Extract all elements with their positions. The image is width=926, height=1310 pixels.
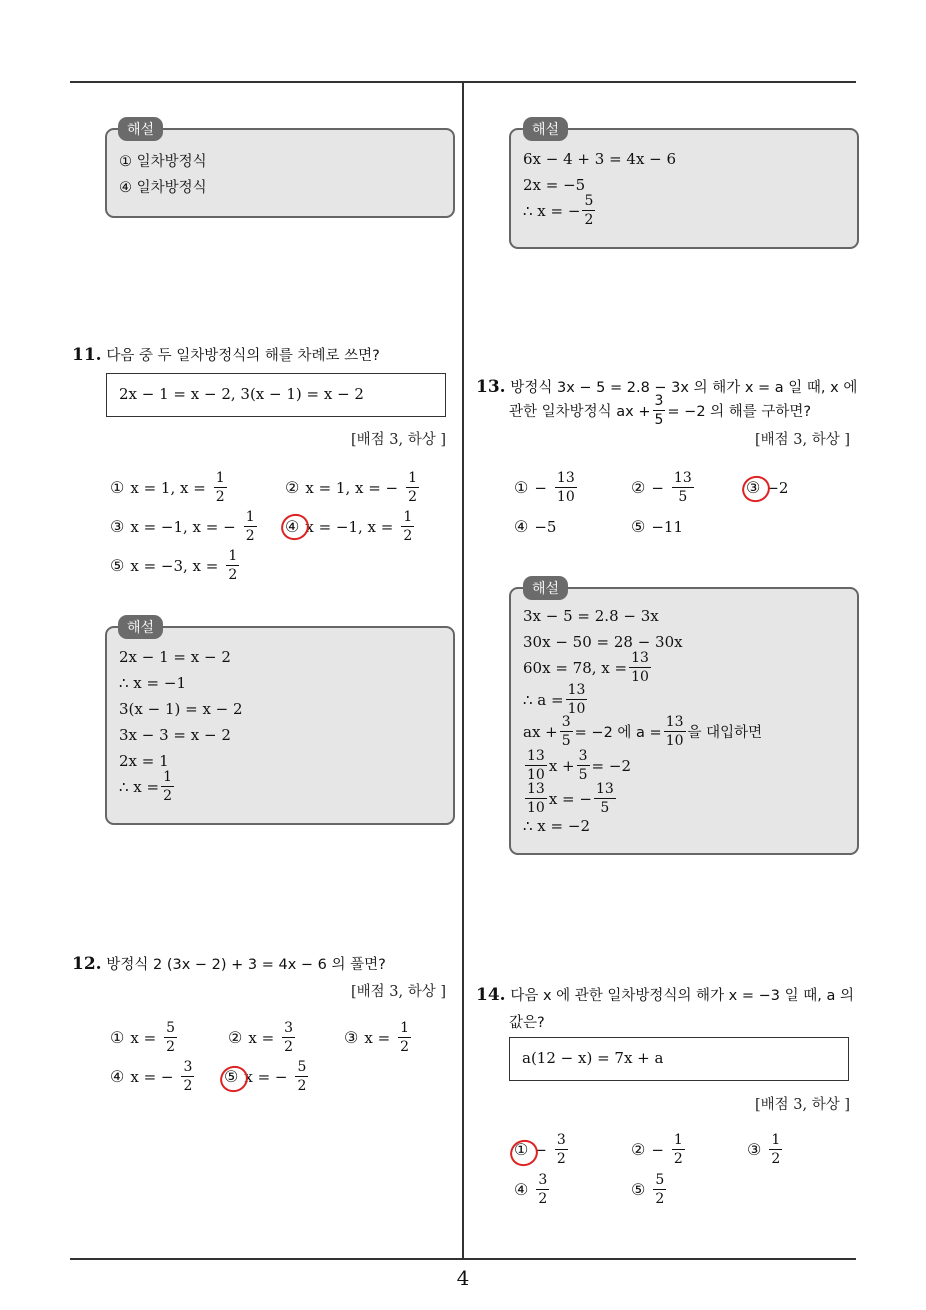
option-text: x = −3, x = (130, 556, 219, 575)
option-text: x = 1, x = (130, 478, 206, 497)
option-1[interactable] (110, 1021, 179, 1054)
question-text-line2 (509, 394, 811, 427)
solution-line: ∴ x = −1 (119, 674, 186, 692)
option-number: ② (285, 478, 300, 497)
solution-line (523, 782, 618, 815)
equation-text: 2x − 1 = x − 2, 3(x − 1) = x − 2 (119, 385, 364, 403)
solution-line: ④ 일차방정식 (119, 180, 207, 196)
question-number: 13. (476, 377, 506, 397)
option-1[interactable] (110, 471, 229, 504)
fraction: $\frac{1}{2}$ (771, 1132, 781, 1167)
fraction: $\frac{13}{5}$ (595, 781, 614, 816)
option-text: −2 (766, 478, 789, 497)
option-text: −11 (651, 517, 683, 536)
fraction: $\frac{3}{5}$ (654, 393, 664, 428)
option-number: ⑤ (631, 517, 646, 536)
fraction: $\frac{1}{2}$ (215, 470, 225, 505)
option-text: x = − (244, 1067, 288, 1086)
solution-text: x = − (548, 789, 592, 808)
fraction: $\frac{1}{2}$ (163, 769, 173, 804)
fraction: $\frac{1}{2}$ (403, 509, 413, 544)
solution-text: 을 대입하면 (687, 725, 763, 741)
option-5[interactable] (631, 517, 683, 536)
option-number: ② (631, 1140, 646, 1159)
option-2[interactable] (285, 471, 421, 504)
option-number: ⑤ (631, 1180, 646, 1199)
option-3[interactable] (110, 510, 259, 543)
question-text: 방정식 2 (3x − 2) + 3 = 4x − 6 의 풀면? (106, 957, 386, 973)
question-text: = −2 의 해를 구하면? (667, 404, 812, 420)
option-4[interactable] (514, 517, 556, 536)
solution-box-prev (509, 128, 859, 249)
solution-line (523, 715, 762, 748)
solution-text: = −2 (591, 756, 631, 775)
solution-line (523, 683, 589, 716)
option-number: ② (631, 478, 646, 497)
solution-line: 2x = 1 (119, 752, 169, 770)
solution-label: 해설 (523, 117, 568, 141)
option-5[interactable] (110, 549, 241, 582)
solution-label: 해설 (118, 615, 163, 639)
option-number: ③ (110, 517, 125, 536)
page-number: 4 (456, 1266, 470, 1290)
solution-text: = −2 에 a = (574, 725, 662, 741)
solution-box-13 (509, 587, 859, 855)
option-number: ① (514, 478, 529, 497)
fraction: $\frac{3}{2}$ (183, 1059, 193, 1094)
option-text: x = − (130, 1067, 174, 1086)
solution-line: ∴ x = −2 (523, 817, 590, 835)
option-text: − (534, 478, 547, 497)
option-number: ④ (514, 1180, 529, 1199)
solution-text: ∴ a = (523, 690, 564, 709)
solution-line: 3x − 5 = 2.8 − 3x (523, 607, 659, 625)
option-4[interactable] (110, 1060, 196, 1093)
equation-box (509, 1037, 849, 1081)
option-text: x = −1, x = − (130, 517, 236, 536)
fraction: $\frac{5}{2}$ (166, 1020, 176, 1055)
option-number: ③ (344, 1028, 359, 1047)
solution-line (119, 770, 176, 803)
option-number: ④ (110, 1067, 125, 1086)
option-text: x = −1, x = (305, 517, 394, 536)
question-number: 14. (476, 985, 506, 1005)
solution-text: 60x = 78, x = (523, 658, 628, 677)
question-text-line2: 값은? (509, 1015, 545, 1031)
solution-line: ① 일차방정식 (119, 154, 207, 170)
fraction: $\frac{13}{10}$ (527, 748, 545, 783)
option-3[interactable] (344, 1021, 413, 1054)
option-2[interactable] (228, 1021, 297, 1054)
option-text: − (534, 1140, 547, 1159)
option-1[interactable] (514, 471, 579, 504)
question-text: 다음 x 에 관한 일차방정식의 해가 x = −3 일 때, a 의 (510, 988, 854, 1004)
solution-line: 2x = −5 (523, 176, 586, 194)
option-4[interactable] (514, 1173, 551, 1206)
solution-text: ax + (523, 722, 558, 741)
option-number: ④ (514, 517, 529, 536)
solution-label: 해설 (118, 117, 163, 141)
fraction: $\frac{1}{2}$ (408, 470, 418, 505)
option-2[interactable] (631, 1133, 687, 1166)
option-number: ⑤ (110, 556, 125, 575)
option-5[interactable] (631, 1173, 668, 1206)
fraction: $\frac{3}{5}$ (561, 714, 571, 749)
option-number: ① (110, 1028, 125, 1047)
fraction: $\frac{5}{2}$ (655, 1172, 665, 1207)
solution-box-10 (105, 128, 455, 218)
question-12 (72, 953, 386, 974)
equation-box (106, 373, 446, 417)
fraction: $\frac{5}{2}$ (584, 193, 594, 228)
fraction: $\frac{13}{10}$ (567, 682, 586, 717)
fraction: $\frac{13}{10}$ (556, 470, 575, 505)
option-text: − (651, 1140, 664, 1159)
solution-line: 30x − 50 = 28 − 30x (523, 633, 683, 651)
question-11 (72, 344, 380, 365)
option-number: ① (110, 478, 125, 497)
score-label: [배점 3, 하상 ] (755, 432, 851, 448)
fraction: $\frac{13}{10}$ (631, 650, 649, 685)
fraction: $\frac{3}{2}$ (556, 1132, 566, 1167)
column-divider (462, 83, 464, 1258)
question-text: 다음 중 두 일차방정식의 해를 차례로 쓰면? (106, 348, 380, 364)
fraction: $\frac{1}{2}$ (673, 1132, 683, 1167)
solution-line (523, 651, 653, 684)
option-text: −5 (534, 517, 557, 536)
fraction: $\frac{3}{2}$ (284, 1020, 294, 1055)
option-number: ① (514, 1140, 529, 1159)
fraction: $\frac{1}{2}$ (400, 1020, 410, 1055)
question-text: 방정식 3x − 5 = 2.8 − 3x 의 해가 x = a 일 때, x 에 (510, 380, 858, 396)
solution-line (523, 194, 597, 227)
fraction: $\frac{13}{10}$ (665, 714, 684, 749)
solution-box-11 (105, 626, 455, 825)
question-text: 관한 일차방정식 ax + (509, 404, 651, 420)
option-number: ⑤ (224, 1067, 239, 1086)
fraction: $\frac{1}{2}$ (245, 509, 255, 544)
solution-text: x + (548, 756, 575, 775)
fraction: $\frac{13}{10}$ (527, 781, 545, 816)
option-text: − (651, 478, 664, 497)
solution-line: 3x − 3 = x − 2 (119, 726, 231, 744)
score-label: [배점 3, 하상 ] (755, 1097, 851, 1113)
question-14 (476, 984, 854, 1005)
option-number: ③ (747, 1140, 762, 1159)
bottom-rule (70, 1258, 856, 1260)
fraction: $\frac{13}{5}$ (673, 470, 692, 505)
equation-text: a(12 − x) = 7x + a (522, 1049, 664, 1067)
fraction: $\frac{5}{2}$ (297, 1059, 307, 1094)
fraction: $\frac{1}{2}$ (228, 548, 238, 583)
solution-line (523, 749, 631, 782)
solution-label: 해설 (523, 576, 568, 600)
solution-line: 2x − 1 = x − 2 (119, 648, 231, 666)
option-number: ③ (746, 478, 761, 497)
option-text: x = (364, 1028, 391, 1047)
option-number: ② (228, 1028, 243, 1047)
solution-text: ∴ x = − (523, 201, 581, 220)
option-number: ④ (285, 517, 300, 536)
fraction: $\frac{3}{5}$ (578, 748, 588, 783)
question-number: 12. (72, 954, 102, 974)
solution-line: 3(x − 1) = x − 2 (119, 700, 243, 718)
option-2[interactable] (631, 471, 696, 504)
fraction: $\frac{3}{2}$ (538, 1172, 548, 1207)
solution-line: 6x − 4 + 3 = 4x − 6 (523, 150, 677, 168)
option-3[interactable] (747, 1133, 784, 1166)
option-text: x = 1, x = − (305, 478, 399, 497)
score-label: [배점 3, 하상 ] (351, 984, 447, 1000)
solution-text: ∴ x = (119, 777, 160, 796)
score-label: [배점 3, 하상 ] (351, 432, 447, 448)
option-text: x = (130, 1028, 157, 1047)
question-number: 11. (72, 345, 102, 365)
option-text: x = (248, 1028, 275, 1047)
